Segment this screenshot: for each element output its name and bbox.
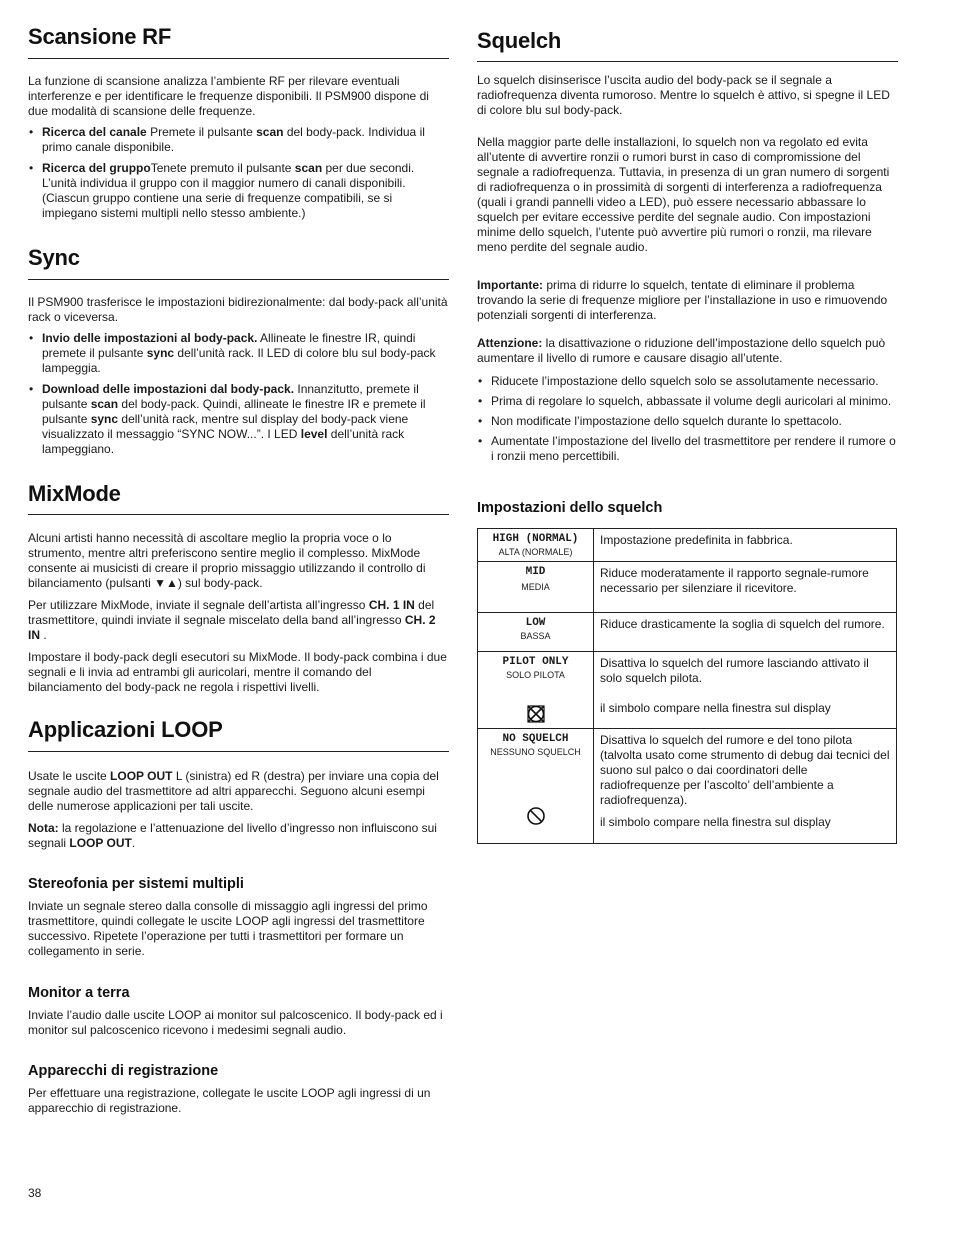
- squelch-table: [477, 528, 897, 844]
- scan-section: [28, 74, 448, 221]
- description-cell: Riduce moderatamente il rapporto segnale-rumore necessario per silenziare il ricevitore.: [594, 562, 897, 613]
- setting-cell: PILOT ONLY SOLO PILOTA: [478, 652, 594, 729]
- setting-cell: HIGH (NORMAL) ALTA (NORMALE): [478, 529, 594, 562]
- list-item: • Riducete l’impostazione dello squelch solo se assolutamente necessario.: [477, 374, 897, 389]
- no-squelch-icon: [526, 806, 546, 826]
- sync-section: [28, 295, 448, 457]
- table-row: [478, 562, 897, 613]
- list-item: • Non modificate l’impostazione dello squelch durante lo spettacolo.: [477, 414, 897, 429]
- setting-cell: LOW BASSA: [478, 613, 594, 652]
- squelch-title: Squelch: [477, 28, 562, 53]
- table-row: [478, 613, 897, 652]
- loop-sub3-title: Apparecchi di registrazione: [28, 1063, 219, 1079]
- loop-sub1-text: Inviate un segnale stereo dalla consolle di missaggio agli ingressi del primo trasmettitore, quindi collegate le uscite LOOP agli ingressi del trasmettitore successivo. Ripetete l’operazione per tutti i trasmettitori per formare un collegamento in serie.: [28, 899, 428, 958]
- page-number: 38: [28, 1186, 42, 1200]
- squelch-table-title: Impostazioni dello squelch: [477, 500, 663, 516]
- sync-divider: [28, 279, 449, 280]
- loop-divider: [28, 751, 449, 752]
- sync-title: Sync: [28, 245, 80, 270]
- loop-section: [28, 769, 448, 851]
- scan-list: [28, 125, 448, 221]
- table-row: [478, 652, 897, 729]
- loop-sub3-text: Per effettuare una registrazione, collegate le uscite LOOP agli ingressi di un apparecchio di registrazione.: [28, 1086, 431, 1115]
- squelch-important: Importante: prima di ridurre lo squelch, tentate di eliminare il problema trovando la serie di frequenze migliore per l’installazione in uso e rimuovendo potenziali sorgenti di interferenza.: [477, 278, 888, 322]
- scan-divider: [28, 58, 449, 59]
- squelch-section: [477, 73, 897, 464]
- loop-title: Applicazioni LOOP: [28, 717, 223, 742]
- scan-intro: La funzione di scansione analizza l’ambiente RF per rilevare eventuali interferenze e per identificare le frequenze disponibili. Il PSM900 dispone di due modalità di scansione delle frequenze.: [28, 74, 429, 118]
- mixmode-p3: Impostare il body-pack degli esecutori su MixMode. Il body-pack combina i due segnali e li invia ad entrambi gli auricolari, mentre il comando del bilanciamento del body-pack ne regola i rispettivi livelli.: [28, 650, 447, 694]
- mixmode-title: MixMode: [28, 481, 121, 506]
- mixmode-divider: [28, 514, 449, 515]
- scan-title: Scansione RF: [28, 24, 172, 49]
- list-item: • Ricerca del canale Premete il pulsante scan del body-pack. Individua il primo canale disponibile.: [28, 125, 448, 155]
- mixmode-p1: Alcuni artisti hanno necessità di ascoltare meglio la propria voce o lo strumento, mentre altri preferiscono sentire meglio il complesso. MixMode consente ai musicisti di creare il proprio missaggio utilizzando il controllo di bilanciamento (pulsanti ▼▲) sul body-pack.: [28, 531, 426, 590]
- description-cell: Disattiva lo squelch del rumore e del tono pilota (talvolta usato come strumento di debug dai tecnici del suono sul palco o dai coordinatori delle radiofrequenze per l’ascolto’ dell’ambiente a radiofrequenza). il simbolo compare nella finestra sul display: [594, 729, 897, 844]
- loop-sub2-title: Monitor a terra: [28, 985, 130, 1001]
- description-cell: Riduce drasticamente la soglia di squelch del rumore.: [594, 613, 897, 652]
- loop-sub2-text: Inviate l’audio dalle uscite LOOP ai monitor sul palcoscenico. Il body-pack ed i monitor sul palcoscenico ricevono i medesimi segnali audio.: [28, 1008, 443, 1037]
- description-cell: Disattiva lo squelch del rumore lasciando attivato il solo squelch pilota. il simbolo compare nella finestra sul display: [594, 652, 897, 729]
- loop-intro: Usate le uscite LOOP OUT L (sinistra) ed R (destra) per inviare una copia del segnale audio del trasmettitore ad altri apparecchi. Seguono alcuni esempi delle numerose applicazioni per tali uscite.: [28, 769, 439, 813]
- list-item: • Prima di regolare lo squelch, abbassate il volume degli auricolari al minimo.: [477, 394, 897, 409]
- description-cell: Impostazione predefinita in fabbrica.: [594, 529, 897, 562]
- squelch-list: [477, 374, 897, 464]
- loop-note: Nota: la regolazione e l’attenuazione del livello d’ingresso non influiscono sui segnali LOOP OUT.: [28, 821, 437, 850]
- pilot-only-icon: [526, 704, 546, 724]
- squelch-divider: [477, 61, 898, 62]
- list-item: • Ricerca del gruppoTenete premuto il pulsante scan per due secondi. L’unità individua il gruppo con il maggior numero di canali disponibili. (Ciascun gruppo contiene una serie di frequenze compatibili, se si impiegano sistemi multipli nello stesso ambiente.): [28, 161, 448, 221]
- setting-cell: MID MEDIA: [478, 562, 594, 613]
- setting-cell: NO SQUELCH NESSUNO SQUELCH: [478, 729, 594, 844]
- list-item: • Invio delle impostazioni al body-pack. Allineate le finestre IR, quindi premete il pulsante sync dell’unità rack. Il LED di colore blu sul body-pack lampeggia.: [28, 331, 448, 376]
- mixmode-p2: Per utilizzare MixMode, inviate il segnale dell’artista all’ingresso CH. 1 IN del trasmettitore, quindi inviate il segnale miscelato della band all’ingresso CH. 2 IN .: [28, 598, 436, 642]
- table-row: [478, 529, 897, 562]
- table-row: [478, 729, 897, 844]
- mixmode-section: [28, 531, 448, 695]
- list-item: • Aumentate l’impostazione del livello del trasmettitore per rendere il rumore o i ronzii meno percettibili.: [477, 434, 897, 464]
- sync-list: [28, 331, 448, 457]
- sync-intro: Il PSM900 trasferisce le impostazioni bidirezionalmente: dal body-pack all’unità rack o viceversa.: [28, 295, 448, 324]
- squelch-attention: Attenzione: la disattivazione o riduzione dell’impostazione dello squelch può aumentare il livello di rumore e causare disagio all’utente.: [477, 336, 886, 365]
- squelch-p2: Nella maggior parte delle installazioni, lo squelch non va regolato ed evita all’utente di avvertire ronzii o rumori burst in caso di compromissione del segnale a radiofrequenza. Tuttavia, in presenza di un gran numero di sorgenti di radiofrequenza o in prossimità di sorgenti di interferenza a radiofrequenza (quali i grandi pannelli video a LED), può essere necessario abbassare lo squelch per evitare eccessive perdite del segnale audio. Con impostazioni minime dello squelch, l’utente può avvertire più rumori o ronzii, ma rilevare meno perdite del segnale audio.: [477, 135, 890, 254]
- list-item: • Download delle impostazioni dal body-pack. Innanzitutto, premete il pulsante scan del body-pack. Quindi, allineate le finestre IR e premete il pulsante sync dell’unità rack, mentre sul display del body-pack viene visualizzato il messaggio “SYNC NOW...”. I LED level dell’unità rack lampeggiano.: [28, 382, 448, 457]
- squelch-p1: Lo squelch disinserisce l’uscita audio del body-pack se il segnale a radiofrequenza diventa rumoroso. Mentre lo squelch è attivo, si spegne il LED di colore blu sul body-pack.: [477, 73, 890, 117]
- loop-sub1-title: Stereofonia per sistemi multipli: [28, 876, 244, 892]
